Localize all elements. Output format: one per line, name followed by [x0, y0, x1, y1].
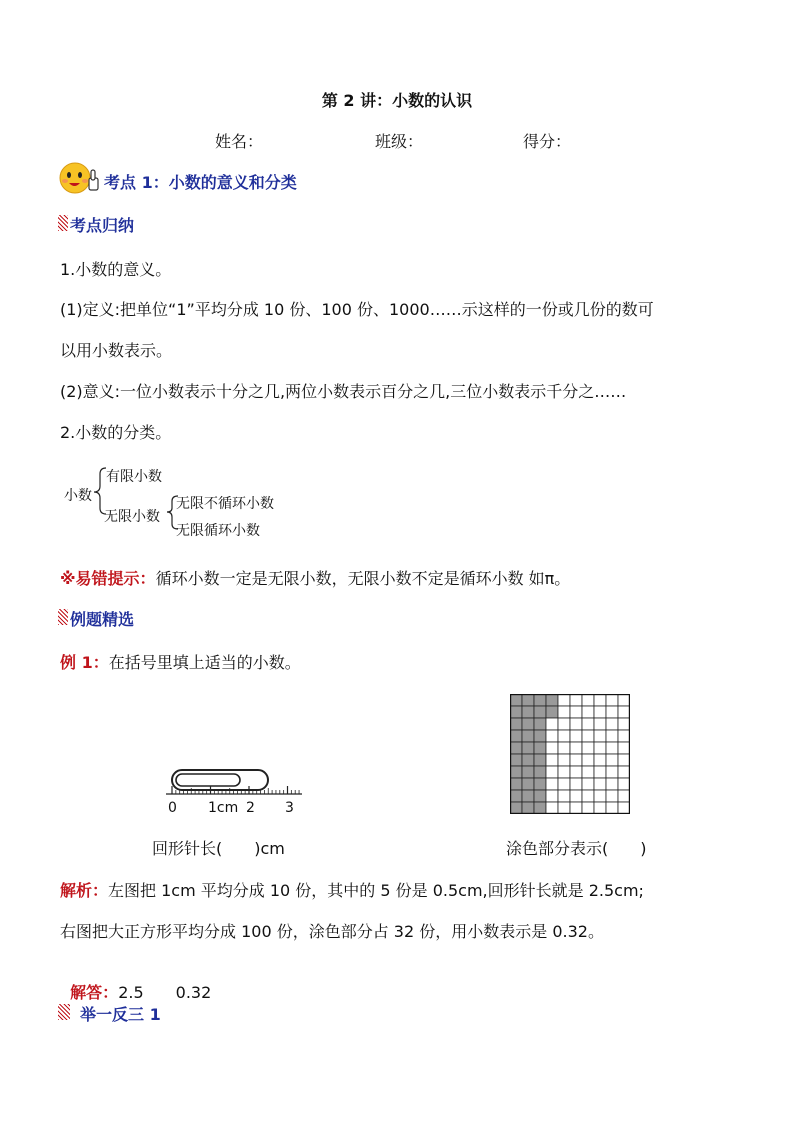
grid-cell [618, 790, 630, 802]
grid-cell-shaded [546, 694, 558, 706]
class-finite: 有限小数 [106, 469, 162, 485]
grid-cell-shaded [510, 694, 522, 706]
grid-cell [594, 694, 606, 706]
ruler-label-2: 2 [246, 800, 255, 816]
grid-cell-shaded [510, 706, 522, 718]
grid-cell [582, 754, 594, 766]
grid-cell [594, 718, 606, 730]
grid-cell [618, 754, 630, 766]
grid-cell-shaded [522, 742, 534, 754]
grid-cell [558, 790, 570, 802]
analysis-line-2: 右图把大正方形平均分成 100 份，涂色部分占 32 份，用小数表示是 0.32。 [60, 922, 604, 941]
grid-cell-shaded [522, 730, 534, 742]
grid-cell-shaded [510, 766, 522, 778]
grid-cell [606, 718, 618, 730]
grid-cell [594, 790, 606, 802]
grid-cell-shaded [522, 706, 534, 718]
grid-cell-shaded [534, 790, 546, 802]
grid-cell [606, 694, 618, 706]
classification-heading: 2.小数的分类。 [60, 423, 172, 442]
paper-clip-inner [176, 774, 240, 786]
class-non-repeating: 无限不循环小数 [176, 496, 274, 512]
grid-cell [582, 778, 594, 790]
grid-cell [570, 754, 582, 766]
grid-cell [582, 730, 594, 742]
answer-line [60, 961, 211, 1003]
grid-cell [594, 802, 606, 814]
grid-cell-shaded [534, 754, 546, 766]
analysis-text-1: 左图把 1cm 平均分成 10 份，其中的 5 份是 0.5cm,回形针长就是 2.5cm; [108, 881, 644, 900]
grid-cell [582, 766, 594, 778]
grid-cell-shaded [522, 766, 534, 778]
grid-cell [606, 706, 618, 718]
tip-text: 循环小数一定是无限小数，无限小数不定是循环小数 如π。 [155, 569, 571, 588]
thumbs-up-smiley-icon [58, 160, 102, 196]
page-title: 第 2 讲：小数的认识 [321, 91, 473, 110]
grid-cell [570, 790, 582, 802]
grid-cell [618, 718, 630, 730]
class-label: 班级： [375, 132, 424, 151]
grid-cell [546, 790, 558, 802]
hundred-grid [510, 694, 630, 814]
grid-cell [594, 778, 606, 790]
name-label: 姓名： [215, 132, 264, 151]
grid-cell [582, 706, 594, 718]
grid-cell-shaded [534, 778, 546, 790]
grid-cell-shaded [522, 778, 534, 790]
analysis-line-1 [60, 878, 644, 901]
class-root: 小数 [64, 488, 92, 504]
grid-cell [546, 778, 558, 790]
ruler-label-0: 0 [168, 800, 177, 816]
grid-cell [558, 706, 570, 718]
grid-cell [570, 778, 582, 790]
grid-cell [558, 766, 570, 778]
paper-clip-outer [172, 770, 268, 790]
grid-cell [546, 730, 558, 742]
grid-caption: 涂色部分表示( ) [506, 839, 647, 858]
grid-cell-shaded [522, 718, 534, 730]
score-label: 得分： [523, 132, 572, 151]
grid-cell [546, 718, 558, 730]
grid-cell [570, 742, 582, 754]
grid-cell [546, 742, 558, 754]
grid-cell-shaded [510, 754, 522, 766]
practice-heading: 举一反三 1 [80, 1005, 161, 1024]
grid-cell [606, 766, 618, 778]
grid-cell-shaded [534, 802, 546, 814]
grid-cell [594, 766, 606, 778]
definition-line-2: 以用小数表示。 [60, 341, 173, 360]
grid-cell [618, 706, 630, 718]
grid-cell [618, 802, 630, 814]
grid-cell [558, 742, 570, 754]
grid-cell-shaded [510, 742, 522, 754]
grid-cell [546, 766, 558, 778]
grid-cell-shaded [510, 802, 522, 814]
grid-cell [558, 694, 570, 706]
grid-cell-shaded [546, 706, 558, 718]
grid-cell [582, 790, 594, 802]
grid-cell-shaded [522, 802, 534, 814]
grid-cell [594, 706, 606, 718]
grid-cell [546, 802, 558, 814]
grid-cell-shaded [522, 790, 534, 802]
grid-cell [606, 754, 618, 766]
grid-cell-shaded [522, 694, 534, 706]
grid-cell [582, 742, 594, 754]
grid-cell [618, 766, 630, 778]
section-summary-heading: 考点归纳 [70, 216, 135, 235]
ruler-label-1cm: 1cm [208, 800, 239, 816]
grid-cell [606, 742, 618, 754]
grid-cell-shaded [510, 730, 522, 742]
grid-cell [582, 694, 594, 706]
tip-line [60, 566, 570, 589]
grid-cell [570, 694, 582, 706]
classification-diagram [60, 462, 300, 544]
grid-cell [606, 778, 618, 790]
grid-cell [594, 754, 606, 766]
grid-cell [558, 778, 570, 790]
grid-cell [618, 694, 630, 706]
analysis-label: 解析： [60, 881, 109, 900]
grid-cell-shaded [522, 754, 534, 766]
grid-cell [582, 718, 594, 730]
grid-cell-shaded [510, 778, 522, 790]
grid-cell [558, 718, 570, 730]
grid-cell-shaded [534, 706, 546, 718]
grid-cell [606, 790, 618, 802]
hatched-marker-icon [58, 215, 68, 231]
grid-cell-shaded [534, 742, 546, 754]
grid-cell [606, 730, 618, 742]
grid-cell [594, 730, 606, 742]
hatched-marker-icon [58, 609, 68, 625]
hatched-marker-icon [58, 1004, 70, 1020]
grid-cell [546, 754, 558, 766]
section-examples-heading: 例题精选 [70, 610, 135, 629]
ruler-caption: 回形针长( )cm [152, 839, 285, 858]
grid-cell [570, 802, 582, 814]
grid-cell [582, 802, 594, 814]
grid-cell [558, 730, 570, 742]
grid-cell-shaded [510, 718, 522, 730]
grid-cell [618, 730, 630, 742]
grid-cell-shaded [534, 730, 546, 742]
example-1-text: 在括号里填上适当的小数。 [108, 653, 301, 672]
grid-cell [606, 802, 618, 814]
grid-cell [594, 742, 606, 754]
kaodian-1-heading: 考点 1：小数的意义和分类 [104, 173, 297, 192]
grid-cell [570, 718, 582, 730]
definition-line-1: (1)定义:把单位“1”平均分成 10 份、100 份、1000……示这样的一份或几份的数可 [60, 300, 654, 319]
meaning-heading: 1.小数的意义。 [60, 260, 172, 279]
class-infinite: 无限小数 [104, 509, 160, 525]
answer-label: 解答： [70, 983, 119, 1002]
grid-cell [618, 742, 630, 754]
grid-cell-shaded [534, 694, 546, 706]
ruler-label-3: 3 [285, 800, 294, 816]
ruler-figure [160, 760, 310, 820]
grid-cell-shaded [510, 790, 522, 802]
grid-cell [570, 766, 582, 778]
grid-cell [570, 706, 582, 718]
grid-cell-shaded [534, 766, 546, 778]
tip-label: ※易错提示： [60, 569, 156, 588]
sense-line: (2)意义:一位小数表示十分之几,两位小数表示百分之几,三位小数表示千分之…… [60, 382, 627, 401]
grid-cell [570, 730, 582, 742]
class-repeating: 无限循环小数 [176, 523, 260, 539]
example-1-label: 例 1： [60, 653, 109, 672]
grid-cell-shaded [534, 718, 546, 730]
grid-cell [618, 778, 630, 790]
grid-cell [558, 802, 570, 814]
example-1-line [60, 650, 301, 673]
grid-cell [558, 754, 570, 766]
answer-values: 2.5 0.32 [118, 983, 212, 1002]
